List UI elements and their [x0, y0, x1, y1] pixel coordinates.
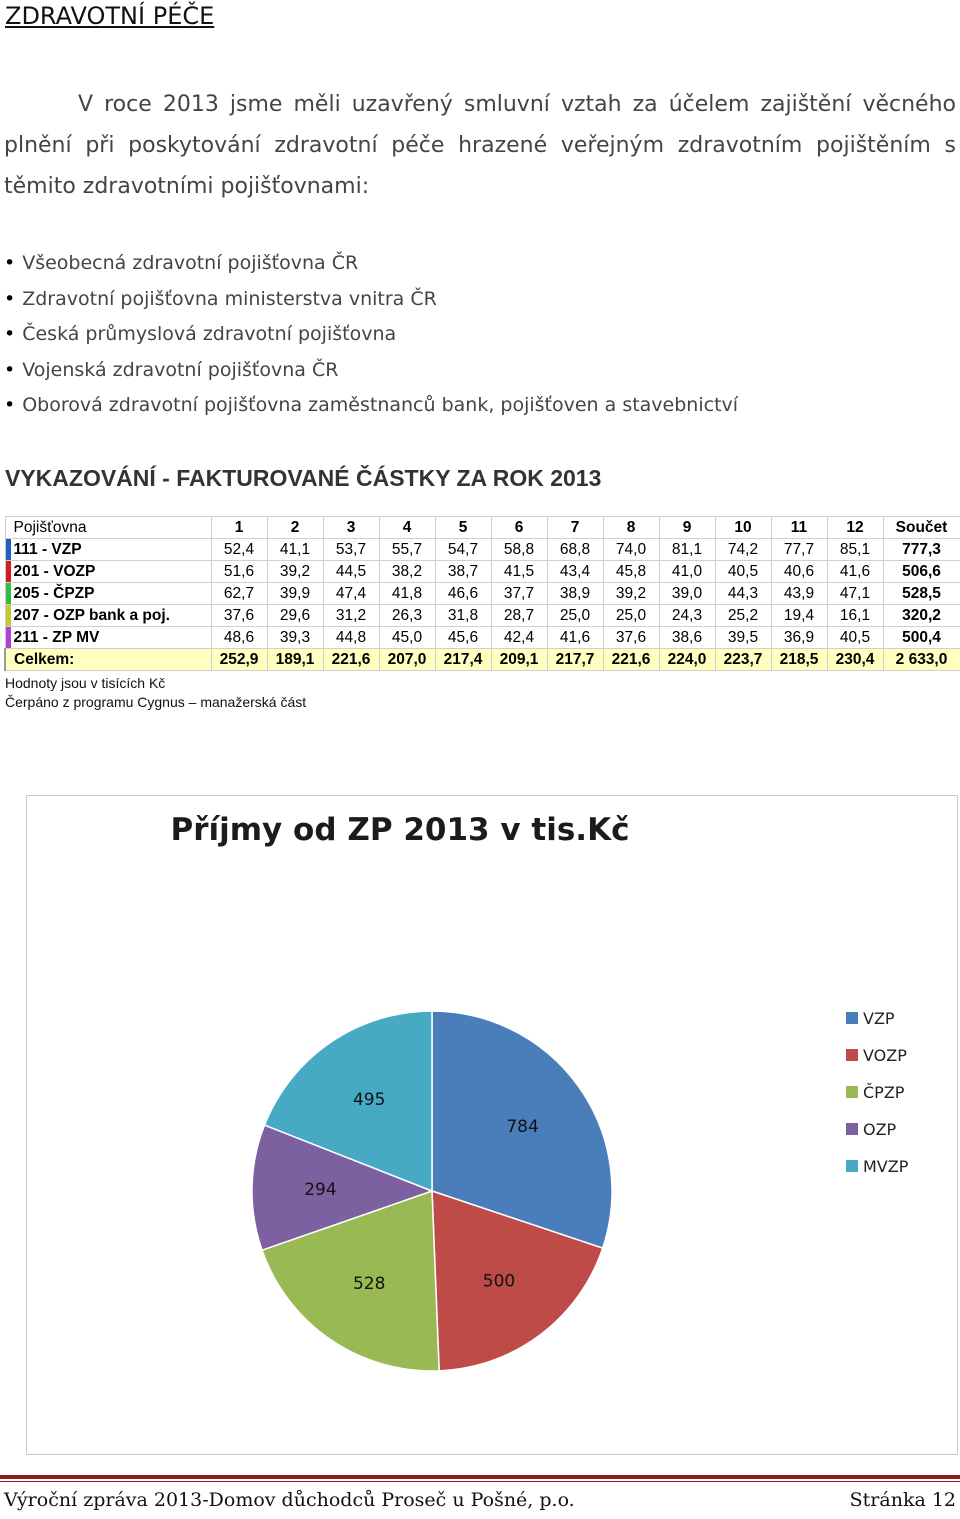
column-header: 7 [547, 517, 603, 539]
insurer-color-marker [6, 605, 11, 626]
footer-title: Výroční zpráva 2013-Domov důchodců Proseč u Pošné, p.o. [4, 1489, 575, 1511]
month-value-cell: 74,0 [603, 539, 659, 561]
insurer-color-marker [6, 561, 11, 582]
legend-label: VZP [863, 1009, 895, 1028]
month-value-cell: 41,1 [267, 539, 323, 561]
column-header: 2 [267, 517, 323, 539]
list-item: • Oborová zdravotní pojišťovna zaměstnanců bank, pojišťoven a stavebnictví [4, 388, 738, 424]
pie-slice-label: 784 [506, 1116, 539, 1137]
column-header: Součet [883, 517, 960, 539]
month-value-cell: 74,2 [715, 539, 771, 561]
month-value-cell: 39,5 [715, 627, 771, 649]
month-value-cell: 217,7 [547, 649, 603, 671]
table-row [5, 627, 960, 649]
column-header-insurer: Pojišťovna [5, 517, 211, 539]
table-header-row [5, 517, 960, 539]
month-value-cell: 55,7 [379, 539, 435, 561]
insurer-name: 207 - OZP bank a poj. [13, 606, 170, 624]
month-value-cell: 25,2 [715, 605, 771, 627]
pie-chart-svg [27, 796, 957, 1454]
list-item: • Zdravotní pojišťovna ministerstva vnitra ČR [4, 282, 738, 318]
month-value-cell: 189,1 [267, 649, 323, 671]
month-value-cell: 58,8 [491, 539, 547, 561]
month-value-cell: 54,7 [435, 539, 491, 561]
month-value-cell: 221,6 [323, 649, 379, 671]
invoice-table [4, 516, 960, 671]
legend-label: ČPZP [863, 1083, 905, 1102]
month-value-cell: 42,4 [491, 627, 547, 649]
section-title: VYKAZOVÁNÍ - FAKTUROVANÉ ČÁSTKY ZA ROK 2013 [5, 465, 602, 491]
month-value-cell: 81,1 [659, 539, 715, 561]
column-header: 6 [491, 517, 547, 539]
insurer-name-cell [5, 649, 211, 671]
table-body [5, 539, 960, 671]
column-header: 8 [603, 517, 659, 539]
month-value-cell: 44,3 [715, 583, 771, 605]
list-item: • Česká průmyslová zdravotní pojišťovna [4, 317, 738, 353]
insurer-color-marker [6, 627, 11, 648]
month-value-cell: 39,3 [267, 627, 323, 649]
month-value-cell: 41,0 [659, 561, 715, 583]
month-value-cell: 52,4 [211, 539, 267, 561]
month-value-cell: 24,3 [659, 605, 715, 627]
month-value-cell: 36,9 [771, 627, 827, 649]
month-value-cell: 43,9 [771, 583, 827, 605]
month-value-cell: 40,6 [771, 561, 827, 583]
month-value-cell: 28,7 [491, 605, 547, 627]
insurer-color-marker [6, 583, 11, 604]
month-value-cell: 85,1 [827, 539, 883, 561]
total-cell: 2 633,0 [883, 649, 960, 671]
note-source: Čerpáno z programu Cygnus – manažerská část [5, 694, 307, 710]
legend-swatch [846, 1160, 858, 1172]
month-value-cell: 16,1 [827, 605, 883, 627]
table-row [5, 605, 960, 627]
insurer-name-cell [5, 561, 211, 583]
month-value-cell: 38,6 [659, 627, 715, 649]
footer-page-number: Stránka 12 [849, 1489, 956, 1511]
insurer-name-cell [5, 627, 211, 649]
month-value-cell: 25,0 [547, 605, 603, 627]
pie-slice-label: 495 [352, 1089, 386, 1110]
insurer-name-cell [5, 539, 211, 561]
month-value-cell: 53,7 [323, 539, 379, 561]
month-value-cell: 43,4 [547, 561, 603, 583]
month-value-cell: 40,5 [715, 561, 771, 583]
legend-label: VOZP [863, 1046, 907, 1065]
column-header: 10 [715, 517, 771, 539]
month-value-cell: 37,6 [211, 605, 267, 627]
legend-label: MVZP [863, 1157, 909, 1176]
month-value-cell: 207,0 [379, 649, 435, 671]
month-value-cell: 39,9 [267, 583, 323, 605]
month-value-cell: 38,2 [379, 561, 435, 583]
chart-title: Příjmy od ZP 2013 v tis.Kč [170, 812, 630, 848]
intro-rest: věcného plnění při poskytování zdravotní péče hrazené veřejným zdravotním pojištěním s těmito zdravotními pojišťovnami: [4, 92, 956, 199]
footer-divider [0, 1475, 960, 1479]
table-sum-row [5, 649, 960, 671]
month-value-cell: 230,4 [827, 649, 883, 671]
month-value-cell: 209,1 [491, 649, 547, 671]
legend-swatch [846, 1012, 858, 1024]
note-units: Hodnoty jsou v tisících Kč [5, 675, 166, 691]
legend-swatch [846, 1049, 858, 1061]
table-row [5, 583, 960, 605]
month-value-cell: 31,2 [323, 605, 379, 627]
insurers-list [4, 246, 738, 424]
total-cell: 506,6 [883, 561, 960, 583]
column-header: 3 [323, 517, 379, 539]
month-value-cell: 77,7 [771, 539, 827, 561]
month-value-cell: 217,4 [435, 649, 491, 671]
month-value-cell: 252,9 [211, 649, 267, 671]
total-cell: 528,5 [883, 583, 960, 605]
column-header: 5 [435, 517, 491, 539]
month-value-cell: 25,0 [603, 605, 659, 627]
month-value-cell: 39,2 [267, 561, 323, 583]
month-value-cell: 38,7 [435, 561, 491, 583]
column-header: 11 [771, 517, 827, 539]
month-value-cell: 45,6 [435, 627, 491, 649]
month-value-cell: 68,8 [547, 539, 603, 561]
month-value-cell: 224,0 [659, 649, 715, 671]
total-cell: 777,3 [883, 539, 960, 561]
footer-divider-thin [0, 1481, 960, 1482]
insurer-name-cell [5, 605, 211, 627]
month-value-cell: 218,5 [771, 649, 827, 671]
column-header: 4 [379, 517, 435, 539]
pie-slice-label: 500 [482, 1271, 516, 1292]
month-value-cell: 39,0 [659, 583, 715, 605]
list-item: • Všeobecná zdravotní pojišťovna ČR [4, 246, 738, 282]
pie-chart [26, 795, 958, 1455]
column-header: 1 [211, 517, 267, 539]
column-header: 9 [659, 517, 715, 539]
intro-first-line: V roce 2013 jsme měli uzavřený smluvní vztah za účelem zajištění [78, 92, 852, 117]
page-heading: ZDRAVOTNÍ PÉČE [5, 2, 215, 30]
month-value-cell: 47,1 [827, 583, 883, 605]
insurer-name: 205 - ČPZP [13, 584, 95, 602]
month-value-cell: 41,6 [547, 627, 603, 649]
legend-label: OZP [863, 1120, 897, 1139]
month-value-cell: 40,5 [827, 627, 883, 649]
month-value-cell: 41,6 [827, 561, 883, 583]
column-header: 12 [827, 517, 883, 539]
pie-slice-label: 294 [304, 1179, 337, 1200]
month-value-cell: 62,7 [211, 583, 267, 605]
table-row [5, 539, 960, 561]
legend-swatch [846, 1123, 858, 1135]
month-value-cell: 44,8 [323, 627, 379, 649]
month-value-cell: 29,6 [267, 605, 323, 627]
list-item: • Vojenská zdravotní pojišťovna ČR [4, 353, 738, 389]
total-cell: 500,4 [883, 627, 960, 649]
month-value-cell: 38,9 [547, 583, 603, 605]
month-value-cell: 51,6 [211, 561, 267, 583]
month-value-cell: 45,0 [379, 627, 435, 649]
insurer-name: 111 - VZP [13, 540, 82, 558]
month-value-cell: 31,8 [435, 605, 491, 627]
month-value-cell: 26,3 [379, 605, 435, 627]
insurer-name: 211 - ZP MV [13, 628, 100, 646]
month-value-cell: 46,6 [435, 583, 491, 605]
month-value-cell: 37,7 [491, 583, 547, 605]
legend-swatch [846, 1086, 858, 1098]
month-value-cell: 221,6 [603, 649, 659, 671]
month-value-cell: 223,7 [715, 649, 771, 671]
month-value-cell: 47,4 [323, 583, 379, 605]
intro-paragraph [4, 84, 956, 207]
insurer-name-cell [5, 583, 211, 605]
insurer-name: Celkem: [14, 650, 75, 668]
insurer-name: 201 - VOZP [13, 562, 96, 580]
month-value-cell: 37,6 [603, 627, 659, 649]
table-row [5, 561, 960, 583]
month-value-cell: 45,8 [603, 561, 659, 583]
month-value-cell: 41,8 [379, 583, 435, 605]
month-value-cell: 39,2 [603, 583, 659, 605]
pie-slice-label: 528 [352, 1274, 386, 1295]
month-value-cell: 48,6 [211, 627, 267, 649]
month-value-cell: 19,4 [771, 605, 827, 627]
insurer-color-marker [6, 539, 11, 560]
month-value-cell: 41,5 [491, 561, 547, 583]
month-value-cell: 44,5 [323, 561, 379, 583]
total-cell: 320,2 [883, 605, 960, 627]
